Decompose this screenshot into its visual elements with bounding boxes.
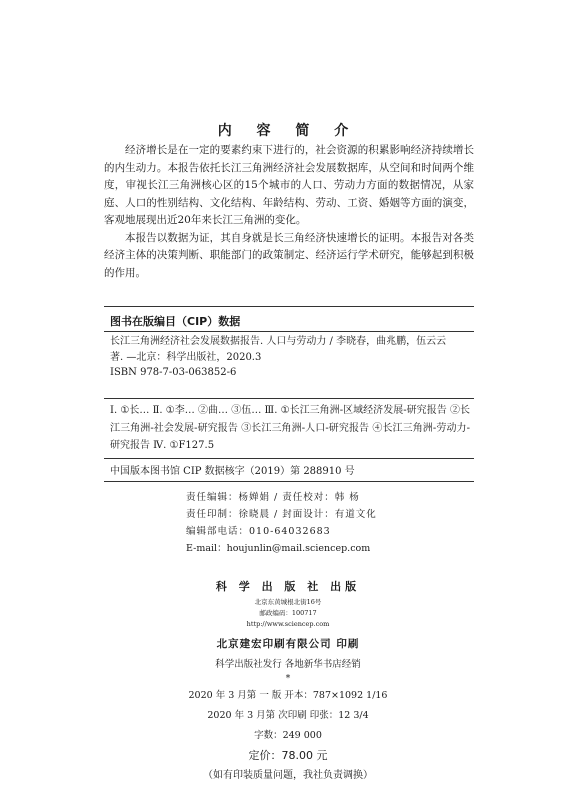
edition-info <box>0 686 576 766</box>
divider <box>104 398 474 399</box>
publisher-name: 科 学 出 版 社 出版 <box>215 580 361 593</box>
publisher-website: http://www.sciencep.com <box>246 620 330 628</box>
credit-editors: 责任编辑：杨婵娟 / 责任校对：韩 杨 <box>186 492 360 503</box>
printer-name: 北京建宏印刷有限公司 印刷 <box>216 638 360 650</box>
cip-line: 著. —北京：科学出版社，2020.3 <box>110 351 262 363</box>
summary-paragraph: 本报告以数据为证，其自身就是长三角经济快速增长的证明。本报告对各类经济主体的决策判断、职能部门的政策制定、经济运行学术研究，能够起到积极的作用。 <box>104 231 474 279</box>
distribution: 科学出版社发行 各地新华书店经销 <box>215 659 361 670</box>
divider <box>104 481 474 482</box>
edition-line: 2020 年 3 月第 一 版 开本：787×1092 1/16 <box>188 690 388 701</box>
credit-email: E-mail：houjunlin@mail.sciencep.com <box>186 543 371 554</box>
publisher-postcode: 邮政编码：100717 <box>259 609 317 617</box>
word-count: 字数：249 000 <box>254 730 322 741</box>
cip-number: 中国版本图书馆 CIP 数据核字（2019）第 288910 号 <box>110 466 355 477</box>
summary-paragraph: 经济增长是在一定的要素约束下进行的，社会资源的积累影响经济持续增长的内生动力。本报告依托长江三角洲经济社会发展数据库，从空间和时间两个维度，审视长江三角洲核心区的15个城市的人口、劳动力方面的数据情况，从家庭、人口的性别结构、文化结构、年龄结构、劳动、工资、婚姻等方面的演变，客观地展现出近20年来长江三角洲的变化。 <box>104 144 474 226</box>
divider <box>104 458 474 459</box>
divider <box>104 306 474 307</box>
cip-record <box>110 334 470 381</box>
credit-production: 责任印制：徐晓晨 / 封面设计：有道文化 <box>186 509 377 520</box>
divider <box>104 331 474 332</box>
credits <box>186 489 377 557</box>
publisher-address: 北京东黄城根北街16号 <box>254 598 322 606</box>
cip-heading: 图书在版编目（CIP）数据 <box>110 315 241 328</box>
cip-isbn: ISBN 978-7-03-063852-6 <box>110 367 237 378</box>
cip-line: 长江三角洲经济社会发展数据报告. 人口与劳动力 / 李晓春，曲兆鹏，伍云云 <box>110 336 447 347</box>
content-summary <box>104 142 474 282</box>
credit-phone: 编辑部电话：010-64032683 <box>186 526 331 537</box>
price-value: 78.00 元 <box>281 749 328 762</box>
quality-notice: （如有印装质量问题，我社负责调换） <box>203 770 373 781</box>
publisher-address-block <box>0 597 576 630</box>
separator-star: * <box>285 674 291 684</box>
price-label: 定价： <box>248 749 282 762</box>
cip-classification: Ⅰ. ①长… Ⅱ. ①李… ②曲… ③伍… Ⅲ. ①长江三角洲-区域经济发展-研究报告 ②长江三角洲-社会发展-研究报告 ③长江三角洲-人口-研究报告 ④长江三角洲-劳动力-研究报告 Ⅳ. ①F127.5 <box>110 405 470 451</box>
printing-line: 2020 年 3 月第 次印刷 印张：12 3/4 <box>207 710 369 721</box>
price <box>0 746 576 766</box>
page-title: 内 容 简 介 <box>217 123 359 139</box>
